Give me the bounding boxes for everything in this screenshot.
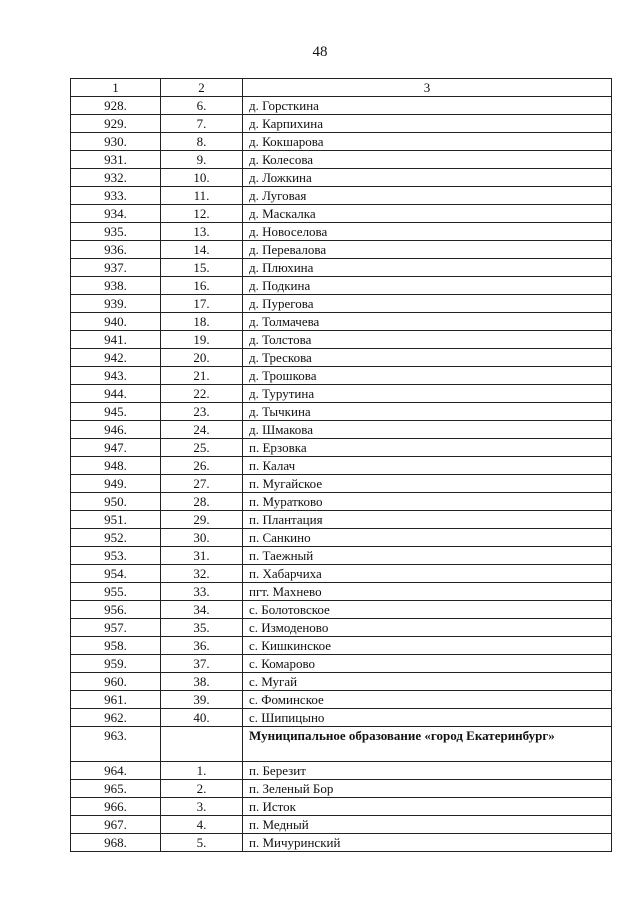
- row-sub-number: 14.: [161, 241, 243, 259]
- row-number: 954.: [71, 565, 161, 583]
- row-sub-number: 28.: [161, 493, 243, 511]
- row-sub-number: 1.: [161, 762, 243, 780]
- table-row: [71, 367, 612, 385]
- table-row: [71, 709, 612, 727]
- table-row: [71, 511, 612, 529]
- row-name: п. Санкино: [243, 529, 612, 547]
- row-number: 944.: [71, 385, 161, 403]
- row-name: с. Шипицыно: [243, 709, 612, 727]
- row-number: 934.: [71, 205, 161, 223]
- row-number: 959.: [71, 655, 161, 673]
- row-name: д. Шмакова: [243, 421, 612, 439]
- row-number: 939.: [71, 295, 161, 313]
- table-row: [71, 421, 612, 439]
- row-number: 935.: [71, 223, 161, 241]
- row-name: д. Колесова: [243, 151, 612, 169]
- table-row: [71, 313, 612, 331]
- row-name: Муниципальное образование «город Екатеринбург»: [243, 727, 612, 762]
- row-number: 949.: [71, 475, 161, 493]
- row-name: д. Турутина: [243, 385, 612, 403]
- row-sub-number: 11.: [161, 187, 243, 205]
- table-row: [71, 295, 612, 313]
- row-name: д. Толмачева: [243, 313, 612, 331]
- row-sub-number: 17.: [161, 295, 243, 313]
- table-row: [71, 169, 612, 187]
- row-sub-number: 9.: [161, 151, 243, 169]
- row-number: 960.: [71, 673, 161, 691]
- table-row: [71, 97, 612, 115]
- row-sub-number: 13.: [161, 223, 243, 241]
- table-row: [71, 439, 612, 457]
- row-number: 940.: [71, 313, 161, 331]
- row-number: 930.: [71, 133, 161, 151]
- row-name: д. Карпихина: [243, 115, 612, 133]
- table-row: [71, 349, 612, 367]
- row-name: д. Ложкина: [243, 169, 612, 187]
- row-number: 965.: [71, 780, 161, 798]
- table-row: [71, 673, 612, 691]
- page-number: 48: [312, 44, 328, 60]
- row-sub-number: 8.: [161, 133, 243, 151]
- table-row: [71, 619, 612, 637]
- header-row: [71, 79, 612, 97]
- row-sub-number: 26.: [161, 457, 243, 475]
- row-name: д. Тычкина: [243, 403, 612, 421]
- row-name: д. Трошкова: [243, 367, 612, 385]
- row-name: д. Трескова: [243, 349, 612, 367]
- row-name: д. Пурегова: [243, 295, 612, 313]
- table-row: [71, 816, 612, 834]
- row-sub-number: 22.: [161, 385, 243, 403]
- row-name: д. Горсткина: [243, 97, 612, 115]
- row-number: 936.: [71, 241, 161, 259]
- row-sub-number: 16.: [161, 277, 243, 295]
- table-row: [71, 637, 612, 655]
- row-sub-number: 38.: [161, 673, 243, 691]
- row-name: с. Кишкинское: [243, 637, 612, 655]
- column-header-3: 3: [243, 79, 612, 97]
- table-row: [71, 691, 612, 709]
- table-row: [71, 655, 612, 673]
- row-sub-number: 25.: [161, 439, 243, 457]
- table-row: [71, 565, 612, 583]
- row-number: 947.: [71, 439, 161, 457]
- row-name: с. Мугай: [243, 673, 612, 691]
- table-row: [71, 331, 612, 349]
- table-row: [71, 277, 612, 295]
- row-sub-number: 15.: [161, 259, 243, 277]
- row-name: п. Мичуринский: [243, 834, 612, 852]
- row-sub-number: 37.: [161, 655, 243, 673]
- row-number: 963.: [71, 727, 161, 762]
- row-number: 961.: [71, 691, 161, 709]
- row-name: п. Березит: [243, 762, 612, 780]
- row-sub-number: 12.: [161, 205, 243, 223]
- table-row: [71, 727, 612, 762]
- row-sub-number: 24.: [161, 421, 243, 439]
- row-name: д. Толстова: [243, 331, 612, 349]
- row-sub-number: 6.: [161, 97, 243, 115]
- row-name: д. Маскалка: [243, 205, 612, 223]
- row-name: п. Зеленый Бор: [243, 780, 612, 798]
- table-row: [71, 403, 612, 421]
- row-number: 953.: [71, 547, 161, 565]
- row-number: 929.: [71, 115, 161, 133]
- table-row: [71, 529, 612, 547]
- row-number: 957.: [71, 619, 161, 637]
- row-sub-number: 32.: [161, 565, 243, 583]
- row-number: 945.: [71, 403, 161, 421]
- row-sub-number: 40.: [161, 709, 243, 727]
- table-header: [71, 79, 612, 97]
- row-number: 968.: [71, 834, 161, 852]
- row-number: 928.: [71, 97, 161, 115]
- table-row: [71, 457, 612, 475]
- table-row: [71, 475, 612, 493]
- row-name: с. Измоденово: [243, 619, 612, 637]
- row-number: 962.: [71, 709, 161, 727]
- row-number: 958.: [71, 637, 161, 655]
- row-number: 946.: [71, 421, 161, 439]
- row-number: 951.: [71, 511, 161, 529]
- row-sub-number: 5.: [161, 834, 243, 852]
- row-sub-number: 39.: [161, 691, 243, 709]
- row-number: 948.: [71, 457, 161, 475]
- row-name: д. Луговая: [243, 187, 612, 205]
- column-header-2: 2: [161, 79, 243, 97]
- row-name: д. Подкина: [243, 277, 612, 295]
- settlements-table: [70, 78, 612, 852]
- table-row: [71, 601, 612, 619]
- row-name: с. Комарово: [243, 655, 612, 673]
- row-sub-number: 34.: [161, 601, 243, 619]
- row-sub-number: 36.: [161, 637, 243, 655]
- table-row: [71, 151, 612, 169]
- table-row: [71, 241, 612, 259]
- row-number: 955.: [71, 583, 161, 601]
- row-sub-number: 3.: [161, 798, 243, 816]
- table-body: [71, 97, 612, 852]
- table-row: [71, 187, 612, 205]
- row-number: 943.: [71, 367, 161, 385]
- table-row: [71, 493, 612, 511]
- row-name: п. Мугайское: [243, 475, 612, 493]
- row-sub-number: 2.: [161, 780, 243, 798]
- row-number: 942.: [71, 349, 161, 367]
- row-number: 933.: [71, 187, 161, 205]
- row-name: п. Калач: [243, 457, 612, 475]
- table-row: [71, 583, 612, 601]
- row-number: 932.: [71, 169, 161, 187]
- table-row: [71, 115, 612, 133]
- row-sub-number: 20.: [161, 349, 243, 367]
- table-row: [71, 547, 612, 565]
- row-sub-number: 31.: [161, 547, 243, 565]
- table-row: [71, 133, 612, 151]
- row-sub-number: 33.: [161, 583, 243, 601]
- row-name: п. Плантация: [243, 511, 612, 529]
- row-name: с. Фоминское: [243, 691, 612, 709]
- row-sub-number: 10.: [161, 169, 243, 187]
- table-row: [71, 798, 612, 816]
- table-row: [71, 385, 612, 403]
- row-number: 931.: [71, 151, 161, 169]
- row-name: п. Таежный: [243, 547, 612, 565]
- row-name: п. Хабарчиха: [243, 565, 612, 583]
- row-sub-number: 18.: [161, 313, 243, 331]
- row-name: д. Плюхина: [243, 259, 612, 277]
- column-header-1: 1: [71, 79, 161, 97]
- row-sub-number: 23.: [161, 403, 243, 421]
- row-number: 941.: [71, 331, 161, 349]
- row-name: п. Муратково: [243, 493, 612, 511]
- row-sub-number: 19.: [161, 331, 243, 349]
- row-number: 964.: [71, 762, 161, 780]
- row-name: с. Болотовское: [243, 601, 612, 619]
- row-number: 966.: [71, 798, 161, 816]
- row-sub-number: [161, 727, 243, 762]
- row-name: д. Перевалова: [243, 241, 612, 259]
- table-row: [71, 834, 612, 852]
- row-number: 938.: [71, 277, 161, 295]
- table-row: [71, 762, 612, 780]
- row-number: 967.: [71, 816, 161, 834]
- row-number: 950.: [71, 493, 161, 511]
- row-name: п. Медный: [243, 816, 612, 834]
- table-row: [71, 259, 612, 277]
- row-number: 956.: [71, 601, 161, 619]
- table-row: [71, 223, 612, 241]
- table-row: [71, 780, 612, 798]
- row-name: п. Исток: [243, 798, 612, 816]
- row-sub-number: 30.: [161, 529, 243, 547]
- row-number: 952.: [71, 529, 161, 547]
- row-sub-number: 35.: [161, 619, 243, 637]
- table-row: [71, 205, 612, 223]
- row-sub-number: 27.: [161, 475, 243, 493]
- row-name: д. Кокшарова: [243, 133, 612, 151]
- row-name: п. Ерзовка: [243, 439, 612, 457]
- row-sub-number: 7.: [161, 115, 243, 133]
- row-name: д. Новоселова: [243, 223, 612, 241]
- row-number: 937.: [71, 259, 161, 277]
- row-sub-number: 4.: [161, 816, 243, 834]
- row-sub-number: 29.: [161, 511, 243, 529]
- row-name: пгт. Махнево: [243, 583, 612, 601]
- row-sub-number: 21.: [161, 367, 243, 385]
